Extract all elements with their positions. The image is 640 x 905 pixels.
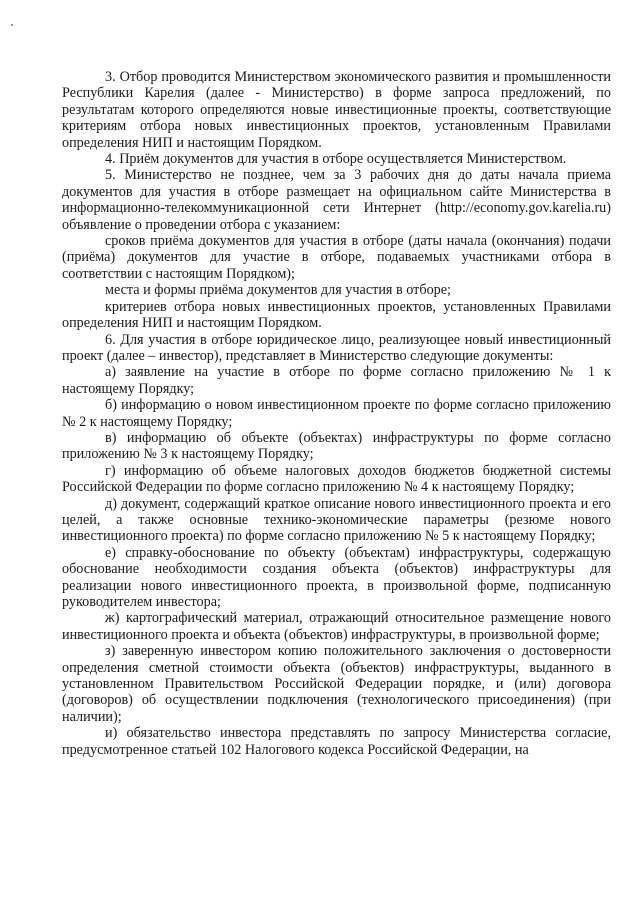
paragraph-criteria: критериев отбора новых инвестиционных проектов, установленных Правилами определения НИП и настоящим Порядком. <box>62 298 611 332</box>
paragraph-item-5: 5. Министерство не позднее, чем за 3 рабочих дня до даты начала приема документов для участия в отборе размещает на официальном сайте Министерства в информационно-телекоммуникационной сети Интернет (http://economy.gov.karelia.ru) объявление о проведении отбора с указанием: <box>62 167 611 233</box>
paragraph-item-3: 3. Отбор проводится Министерством экономического развития и промышленности Республики Карелия (далее - Министерство) в форме запроса предложений, по результатам которого определяются новые инвестиционные проекты, соответствующие критериям отбора новых инвестиционных проектов, установленным Правилами определения НИП и настоящим Порядком. <box>62 69 611 151</box>
list-item-a: а) заявление на участие в отборе по форме согласно приложению № 1 к настоящему Порядку; <box>62 364 611 397</box>
paragraph-item-4: 4. Приём документов для участия в отборе осуществляется Министерством. <box>105 151 567 168</box>
list-item-g: г) информацию об объеме налоговых доходов бюджетов бюджетной системы Российской Федерации по форме согласно приложению № 4 к настоящему Порядку; <box>62 462 611 496</box>
paragraph-deadlines: сроков приёма документов для участия в отборе (даты начала (окончания) подачи (приёма) документов для участие в отборе, подаваемых участниками отбора в соответствии с настоящим Порядком); <box>62 233 611 282</box>
list-item-zh: ж) картографический материал, отражающий относительное размещение нового инвестиционного проекта и объекта (объектов) инфраструктуры, в произвольной форме; <box>62 610 611 643</box>
document-body <box>62 69 611 758</box>
list-item-z: з) заверенную инвестором копию положительного заключения о достоверности определения сметной стоимости объекта (объектов) инфраструктуры, выданного в установленном Правительством Российской Федерации порядке, и (или) договора (договоров) об осуществлении подключения (технологического присоединения) (при наличии); <box>62 643 611 725</box>
list-item-i: и) обязательство инвестора представлять по запросу Министерства согласие, предусмотренное статьей 102 Налогового кодекса Российской Федерации, на <box>62 725 611 758</box>
scan-speck <box>11 24 13 26</box>
paragraph-item-6: 6. Для участия в отборе юридическое лицо, реализующее новый инвестиционный проект (далее – инвестор), представляет в Министерство следующие документы: <box>62 331 611 364</box>
list-item-v: в) информацию об объекте (объектах) инфраструктуры по форме согласно приложению № 3 к настоящему Порядку; <box>62 429 611 463</box>
list-item-e: е) справку-обоснование по объекту (объектам) инфраструктуры, содержащую обоснование необходимости создания объекта (объектов) инфраструктуры для реализации нового инвестиционного проекта, в произвольной форме, подписанную руководителем инвестора; <box>62 544 611 610</box>
list-item-b: б) информацию о новом инвестиционном проекте по форме согласно приложению № 2 к настоящему Порядку; <box>62 397 611 430</box>
paragraph-place-form: места и формы приёма документов для участия в отборе; <box>105 282 451 299</box>
list-item-d: д) документ, содержащий краткое описание нового инвестиционного проекта и его целей, а также основные технико-экономические параметры (резюме нового инвестиционного проекта) по форме согласно приложению № 5 к настоящему Порядку; <box>62 495 611 545</box>
